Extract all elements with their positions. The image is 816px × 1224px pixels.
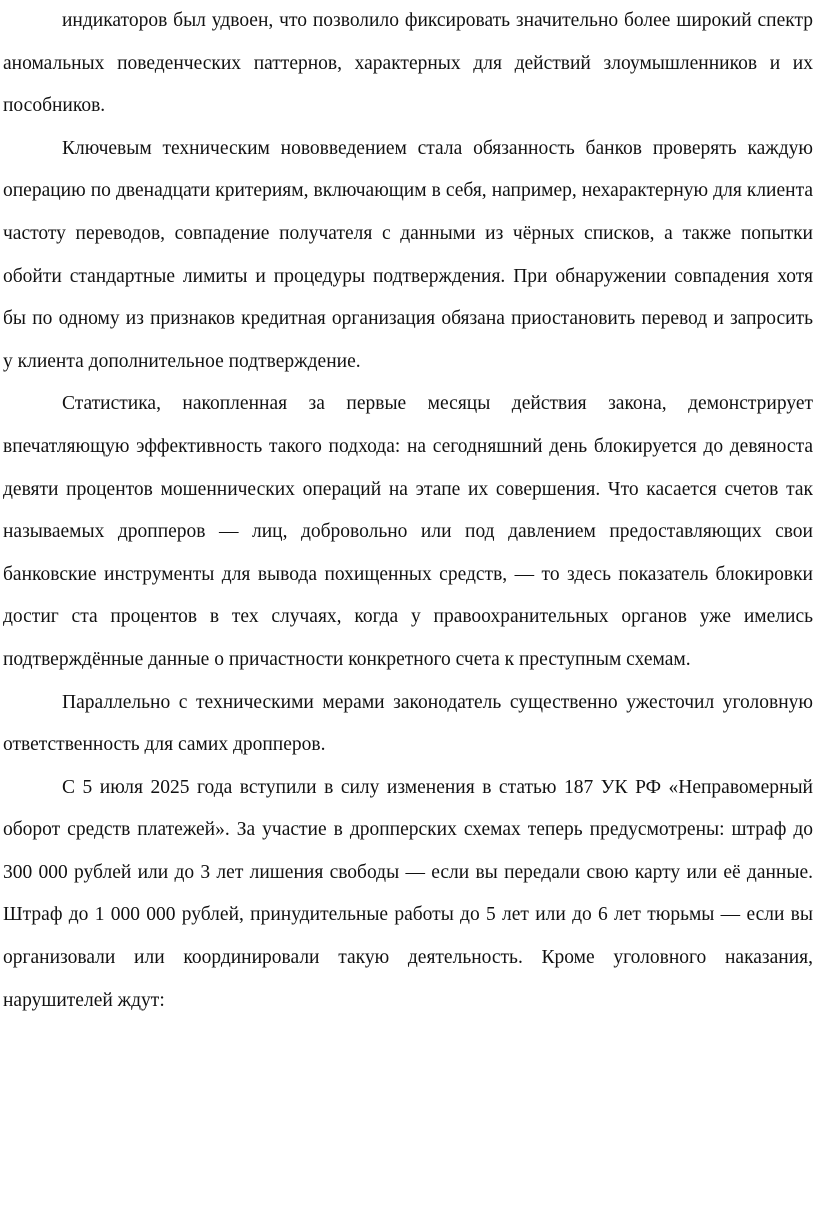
paragraph-key-innovation: Ключевым техническим нововведением стала обязанность банков проверять каждую операцию по двенадцати критериям, включающим в себя, например, нехарактерную для клиента частоту переводов, совпадение получателя с данными из чёрных списков, а также попытки обойти стандартные лимиты и процедуры подтверждения. При обнаружении совпадения хотя бы по одному из признаков кредитная организация обязана приостановить перевод и запросить у клиента дополнительное подтверждение. [3,137,813,372]
paragraph-criminal-liability: Параллельно с техническими мерами законодатель существенно ужесточил уголовную ответственность для самих дропперов. [3,691,813,756]
paragraph-indicators: индикаторов был удвоен, что позволило фиксировать значительно более широкий спектр аномальных поведенческих паттернов, характерных для действий злоумышленников и их пособников. [3,10,813,117]
paragraph-article-187: С 5 июля 2025 года вступили в силу изменения в статью 187 УК РФ «Неправомерный оборот средств платежей». За участие в дропперских схемах теперь предусмотрены: штраф до 300 000 рублей или до 3 лет лишения свободы — если вы передали свою карту или её данные. Штраф до 1 000 000 рублей, принудительные работы до 5 лет или до 6 лет тюрьмы — если вы организовали или координировали такую деятельность. Кроме уголовного наказания, нарушителей ждут: [3,776,813,1011]
paragraph-statistics: Статистика, накопленная за первые месяцы действия закона, демонстрирует впечатляющую эффективность такого подхода: на сегодняшний день блокируется до девяноста девяти процентов мошеннических операций на этапе их совершения. Что касается счетов так называемых дропперов — лиц, добровольно или под давлением предоставляющих свои банковские инструменты для вывода похищенных средств, — то здесь показатель блокировки достиг ста процентов в тех случаях, когда у правоохранительных органов уже имелись подтверждённые данные о причастности конкретного счета к преступным схемам. [3,393,813,670]
